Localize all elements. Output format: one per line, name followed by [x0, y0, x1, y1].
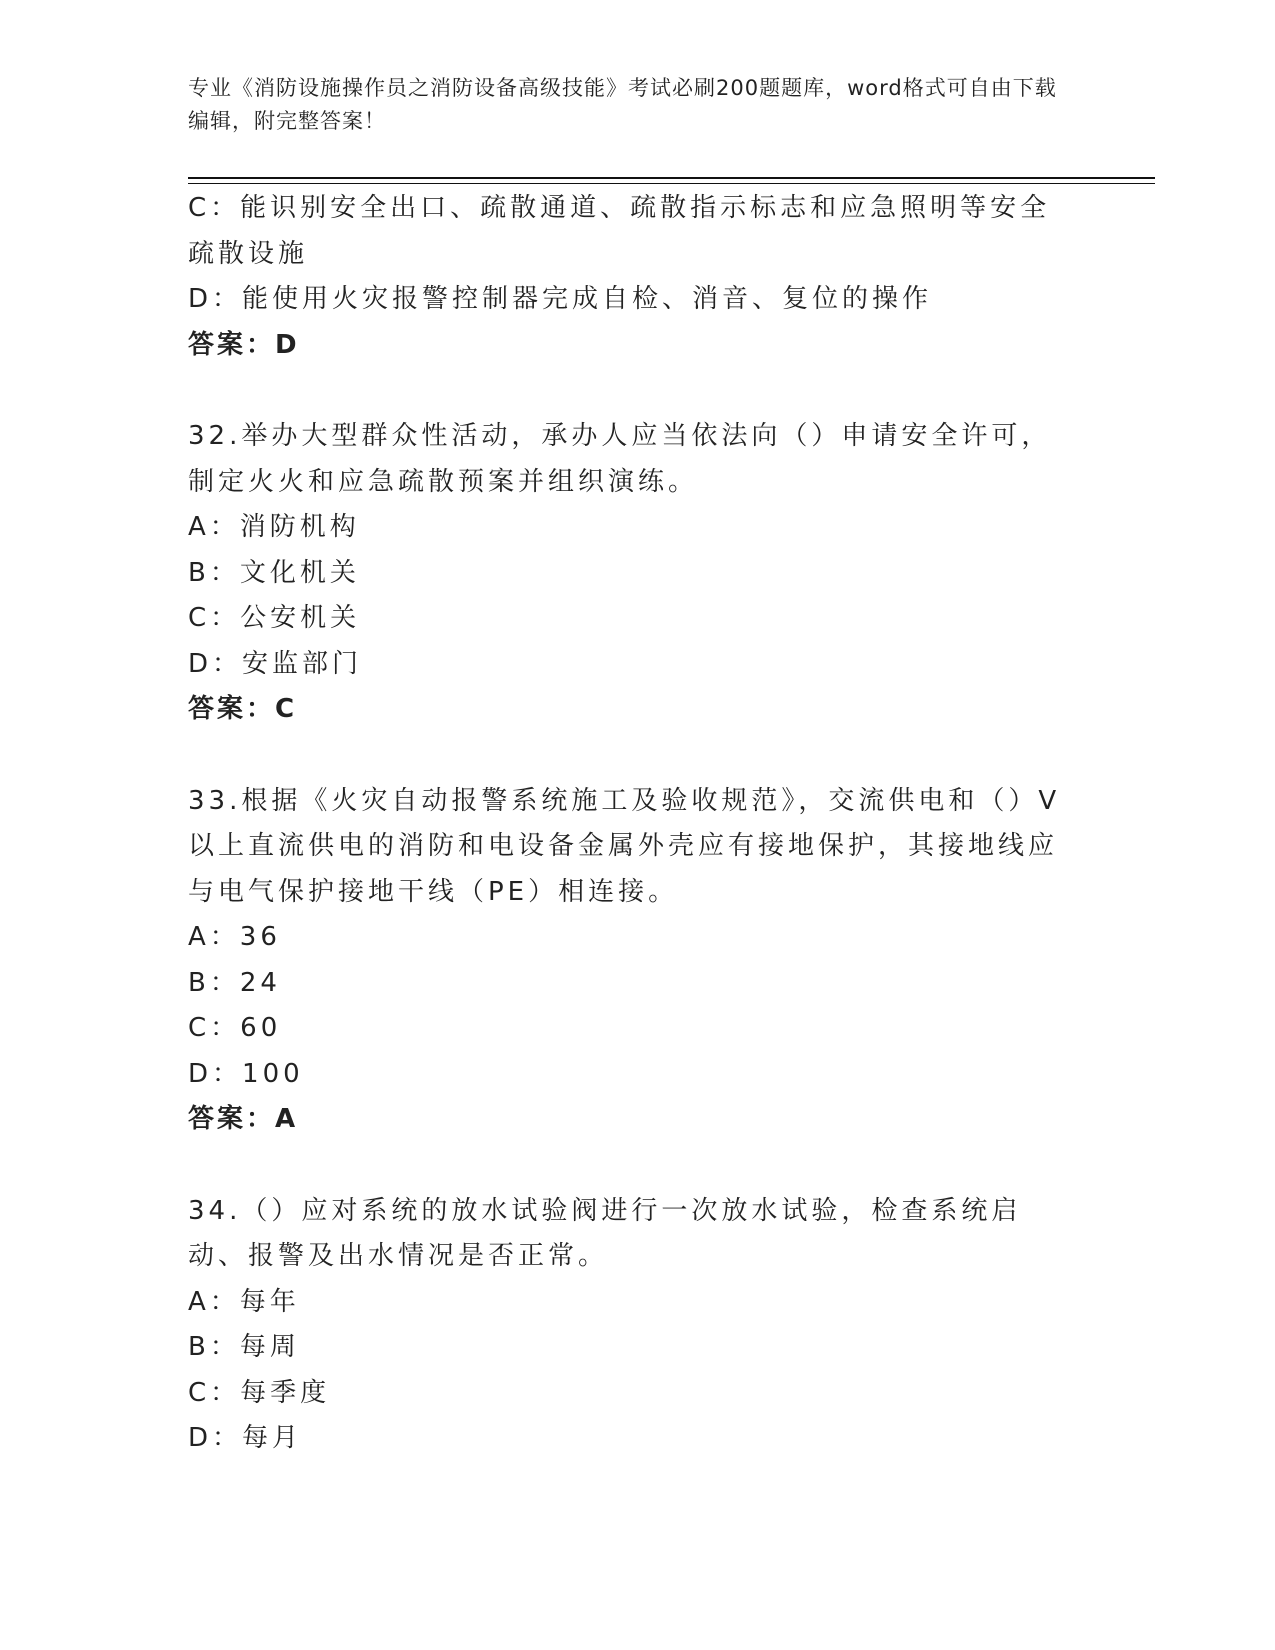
- question-34-text: 34.（）应对系统的放水试验阀进行一次放水试验，检查系统启动、报警及出水情况是否正常。: [188, 1195, 1022, 1271]
- question-33-option-c: C：60: [188, 1013, 282, 1043]
- question-33-answer: 答案：A: [188, 1104, 299, 1134]
- question-33-option-a: A：36: [188, 922, 281, 952]
- prev-answer: 答案：D: [188, 329, 300, 360]
- question-32-option-c: C：公安机关: [188, 603, 361, 633]
- question-32-answer: 答案：C: [188, 694, 298, 724]
- question-content: [188, 186, 1088, 1462]
- question-32-option-a: A：消防机构: [188, 512, 360, 542]
- question-32-option-b: B：文化机关: [188, 557, 360, 588]
- question-34-option-a: A：每年: [188, 1286, 300, 1317]
- header-rule-thick: [188, 177, 1155, 179]
- question-34-option-c: C：每季度: [188, 1377, 331, 1408]
- question-33-text: 33.根据《火灾自动报警系统施工及验收规范》，交流供电和（）V以上直流供电的消防和电设备金属外壳应有接地保护，其接地线应与电气保护接地干线（PE）相连接。: [188, 785, 1061, 907]
- question-34-option-b: B：每周: [188, 1332, 300, 1362]
- question-33-option-d: D：100: [188, 1058, 304, 1089]
- prev-option-c: C：能识别安全出口、疏散通道、疏散指示标志和应急照明等安全疏散设施: [188, 193, 1051, 269]
- question-32-text: 32.举办大型群众性活动，承办人应当依法向（）申请安全许可，制定火火和应急疏散预案并组织演练。: [188, 421, 1052, 497]
- spacer: [188, 368, 1088, 414]
- question-32-option-d: D：安监部门: [188, 648, 363, 679]
- question-33-option-b: B：24: [188, 967, 281, 998]
- question-34-option-d: D：每月: [188, 1423, 303, 1453]
- header-rule-thin: [188, 183, 1155, 184]
- page-header-text: 专业《消防设施操作员之消防设备高级技能》考试必刷200题题库，word格式可自由下载编辑，附完整答案！: [188, 76, 1057, 133]
- spacer: [188, 1143, 1088, 1189]
- spacer: [188, 733, 1088, 779]
- prev-option-d: D：能使用火灾报警控制器完成自检、消音、复位的操作: [188, 284, 933, 314]
